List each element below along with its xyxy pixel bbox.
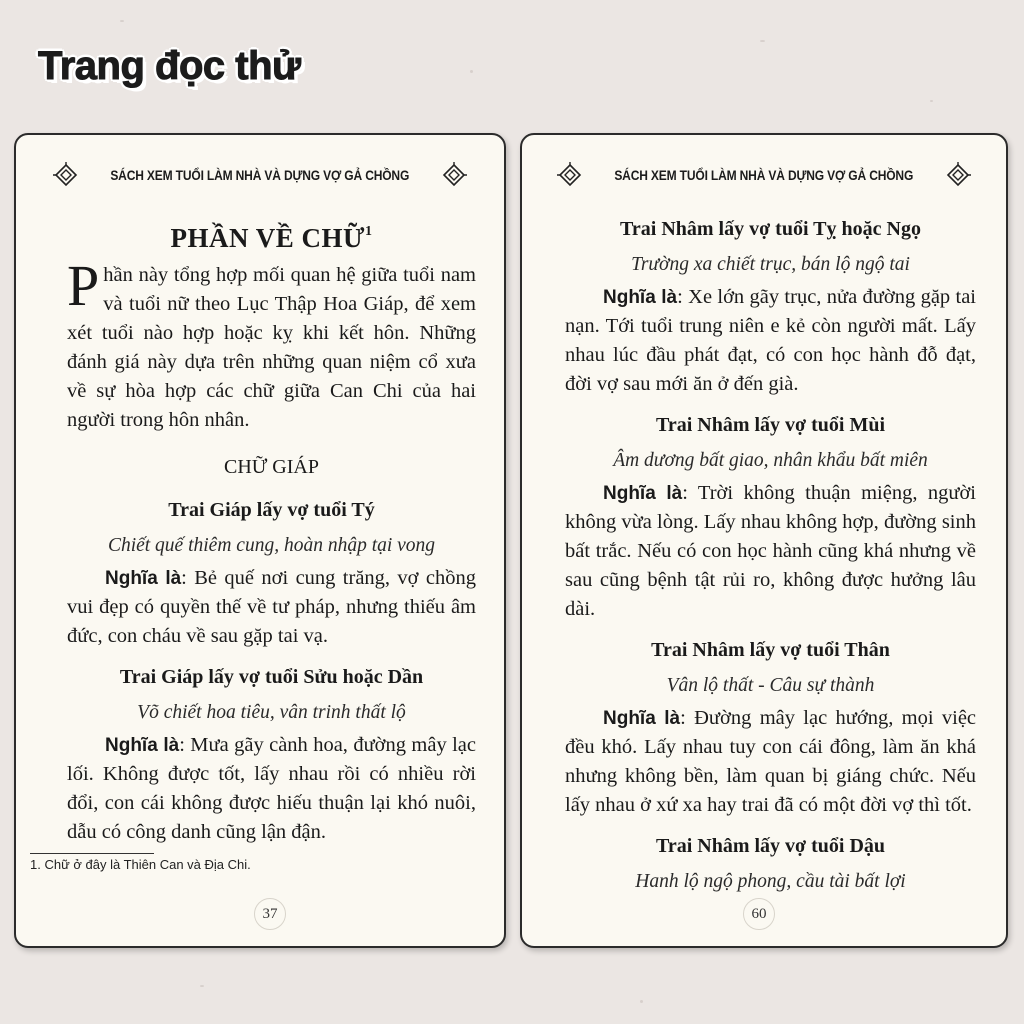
- entry-verse: Hanh lộ ngộ phong, cầu tài bất lợi: [635, 871, 906, 892]
- ornament-icon: [441, 162, 467, 188]
- entry-meaning: [565, 704, 976, 820]
- paper-speck: [760, 40, 765, 42]
- entry-verse: Vân lộ thất - Câu sự thành: [666, 675, 875, 696]
- entry-meaning: [67, 564, 476, 651]
- meaning-text: : Bẻ quế nơi cung trăng, vợ chồng vui đẹp có quyền thế về tư pháp, nhưng thiếu âm đức, con cháu về sau gặp tai vạ.: [67, 567, 477, 647]
- entry-meaning: [67, 731, 476, 847]
- paper-speck: [930, 100, 933, 102]
- meaning-label: Nghĩa là: [603, 708, 681, 729]
- entry-meaning: [565, 479, 976, 624]
- page-body: [30, 215, 477, 874]
- ornament-icon: [557, 162, 583, 188]
- paper-speck: [640, 1000, 643, 1003]
- paper-speck: [200, 985, 204, 987]
- paper-speck: [470, 70, 473, 73]
- meaning-text: : Trời không thuận miệng, người không vừa lòng. Lấy nhau không hợp, đường sinh bất trắc. Nếu có con học hành cũng khá nhưng về sau cũng bệnh tật rủi ro, không được hưởng lâu dài.: [565, 482, 977, 620]
- intro-paragraph: [67, 253, 476, 435]
- meaning-text: : Đường mây lạc hướng, mọi việc đều khó. Lấy nhau tuy con cái đông, làm ăn khá nhưng không bền, làm quan bị giáng chức. Nếu lấy nhau ở xứ xa hay trai đã có một đời vợ thì tốt.: [565, 707, 977, 816]
- running-head: [522, 162, 1006, 188]
- ornament-icon: [53, 162, 79, 188]
- entry-verse: Võ chiết hoa tiêu, vân trinh thất lộ: [137, 702, 406, 723]
- meaning-label: Nghĩa là: [603, 287, 678, 308]
- part-title-text: PHẦN VỀ CHỮ: [170, 223, 365, 253]
- entry-heading: Trai Nhâm lấy vợ tuổi Tỵ hoặc Ngọ: [620, 218, 921, 240]
- footnote-divider: [30, 853, 154, 854]
- entry-heading: Trai Nhâm lấy vợ tuổi Dậu: [655, 835, 886, 857]
- page-number: 37: [254, 898, 286, 930]
- ornament-icon: [945, 162, 971, 188]
- entry-verse: Chiết quế thiêm cung, hoàn nhập tại vong: [107, 535, 436, 556]
- meaning-label: Nghĩa là: [105, 568, 182, 589]
- drop-cap: P: [67, 253, 100, 318]
- entry-heading: Trai Giáp lấy vợ tuổi Sửu hoặc Dần: [119, 666, 424, 688]
- running-head-text: SÁCH XEM TUỔI LÀM NHÀ VÀ DỰNG VỢ GẢ CHỒNG: [614, 167, 914, 183]
- banner-title: Trang đọc thử: [38, 44, 301, 88]
- meaning-label: Nghĩa là: [603, 483, 683, 504]
- meaning-text: : Mưa gãy cành hoa, đường mây lạc lối. Không được tốt, lấy nhau rồi có nhiều rời đổi, con cái không được hiếu thuận lại khó nuôi, dẫu có công danh cũng lận đận.: [67, 734, 477, 843]
- entry-heading: Trai Nhâm lấy vợ tuổi Thân: [651, 639, 890, 661]
- footnote: 1. Chữ ở đây là Thiên Can và Địa Chi.: [30, 857, 251, 872]
- footnote-ref: 1: [365, 224, 373, 239]
- entry-verse: Âm dương bất giao, nhân khẩu bất miên: [613, 450, 928, 471]
- running-head: [16, 162, 504, 188]
- page-number: 60: [743, 898, 775, 930]
- book-page-left: [14, 133, 506, 948]
- meaning-label: Nghĩa là: [105, 735, 180, 756]
- paper-speck: [120, 20, 124, 22]
- part-title: [67, 215, 476, 255]
- running-head-text: SÁCH XEM TUỔI LÀM NHÀ VÀ DỰNG VỢ GẢ CHỒNG: [110, 167, 410, 183]
- meaning-text: : Xe lớn gãy trục, nửa đường gặp tai nạn. Tới tuổi trung niên e kẻ còn người mất. Lấy nhau lúc đầu phát đạt, có con học hành đỗ đạt, đời vợ sau mới ăn ở đến già.: [565, 286, 977, 395]
- page-body: [565, 211, 976, 900]
- book-page-right: [520, 133, 1008, 948]
- intro-text: hần này tổng hợp mối quan hệ giữa tuổi nam và tuổi nữ theo Lục Thập Hoa Giáp, để xem xét tuổi nào hợp hoặc kỵ khi kết hôn. Những đánh giá này dựa trên những quan niệm cổ xưa về sự hòa hợp các chữ giữa Can Chi của hai người trong hôn nhân.: [67, 264, 476, 431]
- section-title: CHỮ GIÁP: [224, 456, 319, 478]
- entry-heading: Trai Giáp lấy vợ tuổi Tý: [168, 499, 375, 521]
- entry-heading: Trai Nhâm lấy vợ tuổi Mùi: [655, 414, 886, 436]
- entry-verse: Trường xa chiết trục, bán lộ ngộ tai: [631, 254, 910, 275]
- entry-meaning: [565, 283, 976, 399]
